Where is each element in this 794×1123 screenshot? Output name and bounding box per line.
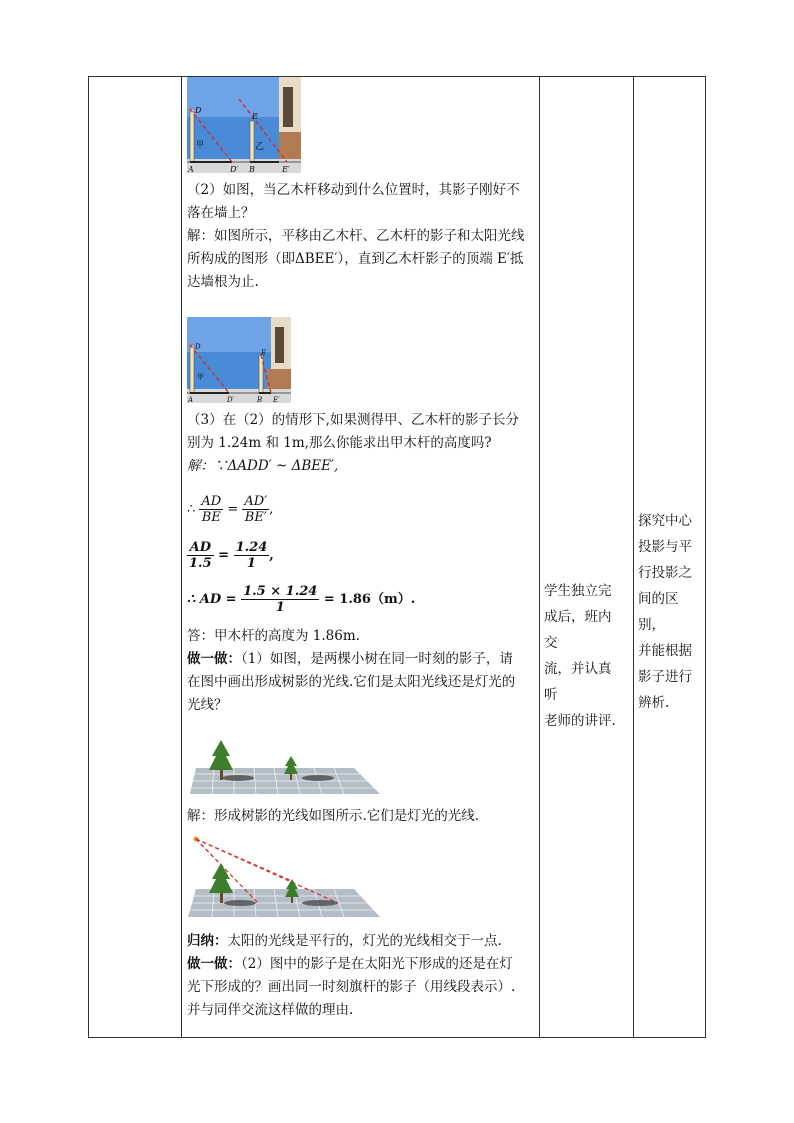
column-divider [633, 77, 634, 1037]
design-purpose-column: 探究中心 投影与平 行投影之 间的区别， 并能根据 影子进行 辨析. [638, 513, 692, 711]
trees-grid-figure-2 [188, 833, 384, 919]
label-d: D [195, 106, 202, 115]
proportion-2: $\frac{AD}{1.5}$ = $\frac{1.24}{1}$ , [189, 540, 274, 571]
label-jia: 甲 [196, 140, 204, 149]
label-yi: 乙 [255, 142, 265, 152]
column-divider [539, 77, 540, 1037]
label-b: B [249, 165, 255, 173]
column-divider [181, 77, 182, 1037]
question-2: （2）如图，当乙木杆移动到什么位置时，其影子刚好不 落在墙上？ 解：如图所示，平移由乙木杆、乙木杆的影子和太阳光线 所构成的图形（即ΔBEE′），直到乙木杆影子的顶端 E′抵 达墙根为止. [187, 182, 525, 290]
pole-shadow-figure-1 [187, 77, 301, 173]
label-e: E [252, 112, 258, 121]
solution-activity-1: 解：形成树影的光线如图所示.它们是灯光的光线. [187, 808, 480, 824]
label-e-prime: E′ [282, 165, 290, 173]
proportion-1: ∴ $\frac{AD}{BE}$ = $\frac{AD'}{BE'}$ , [187, 494, 274, 525]
label-a: A [188, 396, 194, 403]
label-e: E [261, 349, 267, 357]
label-jia: 甲 [197, 373, 204, 381]
summary-and-activity-2: 归纳：太阳的光线是平行的，灯光的光线相交于一点. 做一做：（2）图中的影子是在太阳光下形成的还是在灯 光下形成的？画出同一时刻旗杆的影子（用线段表示）. 并与同伴交流这样做的理由. [187, 933, 516, 1018]
ad-calculation: ∴ AD = $\frac{1.5 \times 1.24}{1}$ = 1.86（m）. [187, 584, 416, 615]
student-activity-column: 学生独立完 成后，班内交 流，并认真听 老师的讲评. [544, 583, 616, 729]
label-b: B [257, 396, 263, 403]
trees-grid-figure-1 [190, 738, 382, 796]
label-e-prime: E′ [273, 396, 280, 403]
pole-shadow-figure-2 [187, 317, 291, 403]
label-d: D [195, 343, 201, 351]
label-a: A [188, 165, 194, 173]
label-d-prime: D′ [230, 165, 239, 173]
activity-1: 答：甲木杆的高度为 1.86m. 做一做：（1）如图，是两棵小树在同一时刻的影子，请 在图中画出形成树影的光线.它们是太阳光线还是灯光的 光线？ [187, 628, 516, 713]
label-d-prime: D′ [227, 396, 235, 403]
question-3: （3）在（2）的情形下,如果测得甲、乙木杆的影子长分 别为 1.24m 和 1m,那么你能求出甲木杆的高度吗? 解：∵ΔADD′ ~ ΔBEE′, [187, 412, 519, 474]
